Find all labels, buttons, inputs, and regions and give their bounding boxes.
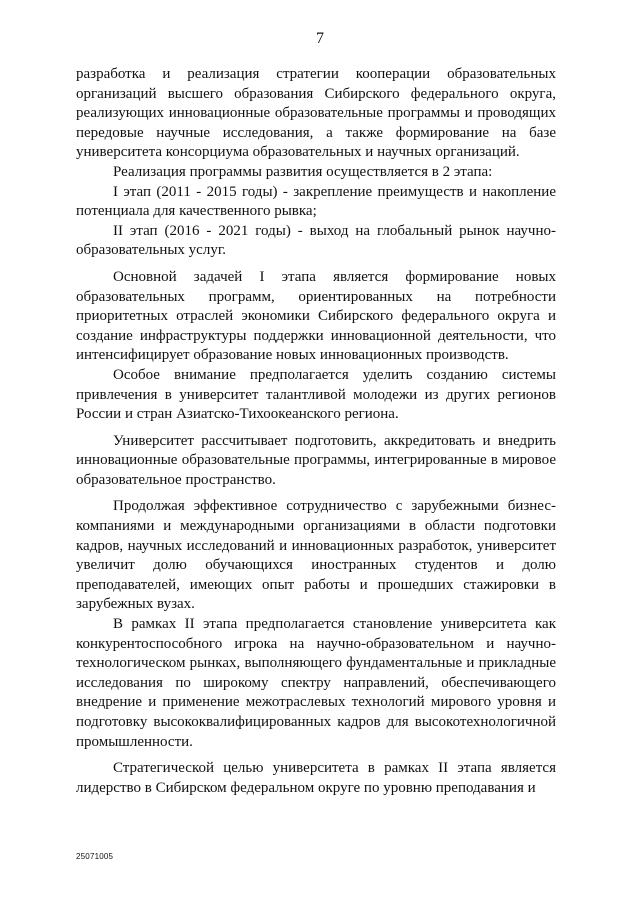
document-body bbox=[76, 65, 556, 798]
paragraph-educational-programs: Университет рассчитывает подготовить, аккредитовать и внедрить инновационные образовательные программы, интегрированные в мировое образовательное пространство. bbox=[76, 432, 556, 488]
paragraph-talent-attraction: Особое внимание предполагается уделить созданию системы привлечения в университет талантливой молодежи из других регионов России и стран Азиатско-Тихоокеанского региона. bbox=[76, 366, 556, 423]
paragraph-stage-two-development: В рамках II этапа предполагается становление университета как конкурентоспособного игрока на научно-образовательном и научно-технологическом рынках, выполняющего фундаментальные и прикладные исследования по широкому спектру направлений, обеспечивающего внедрение и применение межотраслевых технологий мирового уровня и подготовку высококвалифицированных кадров для высокотехнологичной промышленности. bbox=[76, 616, 556, 750]
paragraph-stage-two: II этап (2016 - 2021 годы) - выход на глобальный рынок научно-образовательных услуг. bbox=[76, 222, 556, 259]
paragraph-stage-one-task: Основной задачей I этапа является формирование новых образовательных программ, ориентированных на потребности приоритетных отраслей экономики Сибирского федерального округа и создание инфраструктуры поддержки инновационной деятельности, что интенсифицирует образование новых инновационных производств. bbox=[76, 268, 556, 364]
paragraph-strategy-continuation: разработка и реализация стратегии кооперации образовательных организаций высшего образования Сибирского федерального округа, реализующих инновационные образовательные программы и проводящих передовые научные исследования, а также формирование на базе университета консорциума образовательных и научных организаций. bbox=[76, 66, 556, 161]
paragraph-stages-intro: Реализация программы развития осуществляется в 2 этапа: bbox=[113, 163, 493, 180]
paragraph-international-cooperation: Продолжая эффективное сотрудничество с зарубежными бизнес-компаниями и международными организациями в области подготовки кадров, научных исследований и инновационных разработок, университет увеличит долю обучающихся иностранных студентов и долю преподавателей, имеющих опыт работы и прошедших стажировки в зарубежных вузах. bbox=[76, 498, 556, 613]
page-number: 7 bbox=[316, 30, 324, 47]
paragraph-stage-one: I этап (2011 - 2015 годы) - закрепление преимуществ и накопление потенциала для качественного рывка; bbox=[76, 183, 556, 220]
document-code: 25071005 bbox=[76, 852, 114, 861]
paragraph-strategic-goal: Стратегической целью университета в рамках II этапа является лидерство в Сибирском федеральном округе по уровню преподавания и bbox=[76, 760, 556, 796]
